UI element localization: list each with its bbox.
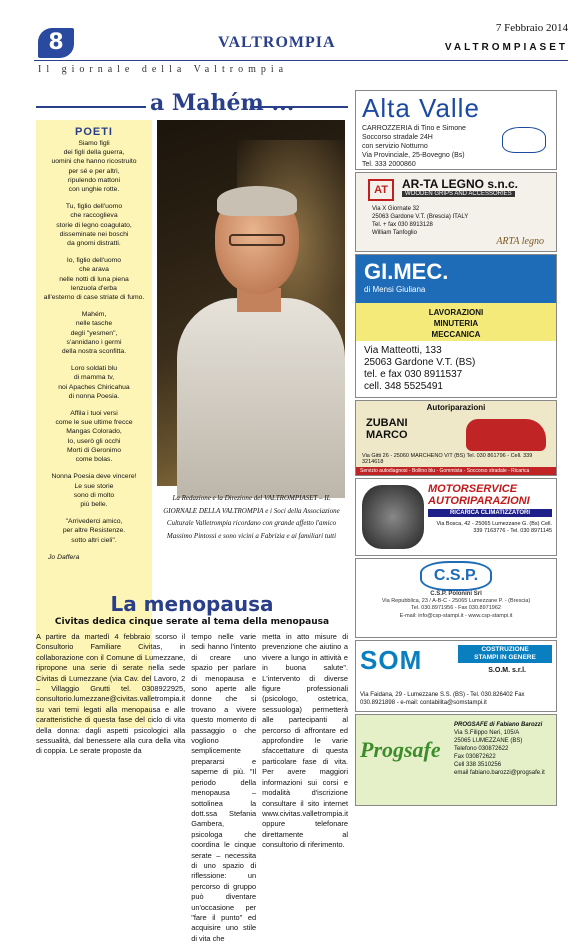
page-number: 8 [38,28,74,58]
arta-logo-icon: AT [368,179,394,201]
ad-som-name: S.O.M. s.r.l. [488,667,526,674]
ad-zubani-name: ZUBANI MARCO [366,417,408,441]
ad-arta-address-line: 25063 Gardone V.T. (Brescia) ITALY [372,214,469,220]
ad-gimec-band [356,255,556,303]
brand-right: VALTROMPIASET [444,42,568,53]
photo-hair [217,186,297,216]
article-subtitle: Civitas dedica cinque serate al tema della menopausa [54,617,330,627]
ad-csp-line: E-mail: info@csp-stampi.it - www.csp-stampi.it [399,612,513,619]
article-title-menopausa: La menopausa [110,592,274,616]
title-rule-left [36,106,146,108]
article-title: a Mahém ... [150,90,295,116]
poem-stanza: Mahém, nelle tasche degli "yesmen", s'annidano i germi della nostra sconfitta. [61,311,127,356]
som-logo-icon: SOM [360,645,423,675]
photo-shirt [177,298,345,498]
article-column-3: metta in atto misure di prevenzione che aiutino a vivere a lungo in attività e in buona salute". L'intervento di diverse figure professionali (psicologo, ostetrica, sessuologa) permetterà alle partecipanti al percorso di affrontare ed approfondire le varie sfaccettature di questa particolare fase di vita. Per avere maggiori informazioni sui corsi e modalità d'iscrizione consultare il sito internet www.civitas.valletrompia.it oppure telefonare direttamente al consultorio di riferimento. [262,632,348,850]
ad-progsafe-line: email fabiano.barozzi@progsafe.it [454,770,545,776]
article-column-1: A partire da martedì 4 febbraio scorso il Consultorio Familiare Civitas, in collaborazione con il Comune di Lumezzane, ripropone una serie di serate nella sede Civitas di Lumezzane (via Cav. del Lavoro, 2 – Villaggio Gnutti tel. 0308922925, consultorio.lumezzane@civitas.valletrompia.it su vari temi legati alla menopausa e alle caratteristiche di questa fase del ciclo di vita della donna: dagli aspetti psicologici alla sessualità, dal benessere alla cura della vita di coppia. Le serate proposte da [36,632,186,756]
ad-progsafe-title: PROGSAFE di Fabiano Barozzi [454,722,543,728]
poem-stanza: Tu, figlio dell'uomo che raccoglieva storie di legno coagulato, disseminate nei boschi da gnomi distratti. [56,203,132,248]
portrait-photo [157,120,345,486]
ad-motorservice[interactable] [355,478,557,556]
ad-som-head: COSTRUZIONE STAMPI IN GENERE [458,645,552,663]
ad-som[interactable] [355,640,557,712]
poem-stanza: Siamo figli dei figli della guerra, uomini che hanno ricostruito per sé e per altri, ripulendo mattoni con unghie rotte. [51,140,137,194]
car-icon [502,127,546,153]
poem-title: POETI [74,126,113,138]
ad-arta-legno[interactable] [355,172,557,252]
ad-alta-valle[interactable] [355,90,557,170]
article-body [36,632,348,943]
newspaper-subtitle: Il giornale della Valtrompia [38,64,289,75]
ad-csp-line: Tel. 030.8971956 - Fax 030.8971962 [411,605,501,612]
ad-alta-valle-line: Tel. 333 2000860 [362,161,416,168]
ad-zubani-address: Via Gitti 26 - 25060 MARCHENO V/T (BS) Tel. 030 861796 - Cell. 339 3214618 [362,453,533,465]
ad-csp-lines [356,591,556,620]
poem-stanza: Affila i tuoi versi come le sue ultime frecce Mangas Colorado, Io, userò gli occhi Morti di Geronimo come bolas. [55,410,133,464]
ad-gimec-address-line: tel. e fax 030 8911537 [364,369,463,380]
progsafe-logo-icon: Progsafe [360,737,441,762]
ad-gimec-name: GI.MEC. [364,259,449,284]
poem-stanza: Loro soldati blu di mamma tv, noi Apaches Chiricahua di nonna Poesia. [58,365,130,400]
ad-motorservice-address: Via Bosca, 42 - 25065 Lumezzane G. (Bs) Cell. 339 7163776 - Tel. 030 8971145 [436,521,552,534]
ad-arta-name: AR-TA LEGNO s.n.c. [402,177,519,191]
ad-gimec-address [356,341,556,397]
ad-gimec-address-line: Via Matteotti, 133 [364,345,442,356]
ad-zubani-strip: Servizio autodiagnosi - Bollino blu - Gommista - Soccorso stradale - Ricarica [356,467,556,475]
ad-progsafe-line: Telefono 030872622 [454,746,509,752]
ad-arta-script: ARTA legno [496,236,544,247]
ad-progsafe-line: Cell 338 3510256 [454,762,502,768]
ad-progsafe-line: 25065 LUMEZZANE (BS) [454,738,523,744]
ad-motorservice-head: MOTORSERVICE AUTORIPARAZIONI [428,483,530,507]
ad-gimec-address-line: 25063 Gardone V.T. (BS) [364,357,476,368]
ad-alta-valle-line: Via Provinciale, 25-Bovegno (Bs) [362,152,465,159]
ad-arta-address [372,205,468,237]
ad-arta-address-line: Via X Giornate 32 [372,206,420,212]
ad-progsafe[interactable] [355,714,557,806]
ad-csp[interactable] [355,558,557,638]
ad-zubani[interactable] [355,400,557,476]
ad-gimec-service: MECCANICA [431,330,481,339]
ad-alta-valle-line: CARROZZERIA di Tino e Simone [362,125,466,132]
poem-stanza: Io, figlio dell'uomo che arava nelle notti di luna piena lenzuola d'erba all'esterno di case striate di fumo. [43,257,145,302]
ad-csp-line: Via Repubblica, 23 / A-B-C - 25065 Lumezzane P. - (Brescia) [381,598,531,605]
poem-stanzas [38,139,150,545]
ad-csp-line: C.S.P. Polonini Srl [430,591,482,597]
poem-stanza: "Arrivederci amico, per altre Resistenze. sotto altri cieli". [62,518,126,544]
ad-progsafe-line: Via S.Filippo Neri, 105/A [454,730,520,736]
ad-arta-tag: WOODEN GRIPS AND ACCESSORIES [402,191,515,197]
ad-gimec[interactable] [355,254,557,398]
ad-alta-valle-name: Alta Valle [362,93,480,123]
car-wheel-icon [362,485,424,549]
ad-arta-address-line: Tel. + fax 030 8913128 [372,222,433,228]
ad-gimec-service: LAVORAZIONI [428,308,484,317]
csp-logo-icon: C.S.P. [420,561,492,591]
article-column-2: tempo nelle varie sedi hanno l'intento di creare uno spazio per parlare di menopausa e sono aperte alle donne che si trovano a vivere questo momento di passaggio o che vogliono semplicemente prepararsi e saperne di più. "Il periodo della menopausa – sottolinea la dott.ssa Stefania Gambera, psicologa che coordina le cinque serate – necessita di uno spazio di riflessione: un percorso di gruppo può diventare un'occasione per "fare il punto" ed acquisire uno stile di vita che [191,632,257,943]
ad-zubani-top: Autoriparazioni [426,403,486,412]
ad-progsafe-info [454,721,550,777]
ad-gimec-services [356,303,556,341]
photo-caption: La Redazione e la Direzione del VALTROMPIASET – IL GIORNALE DELLA VALTROMPIA e i Soci della Associazione Culturale Valletrompia ricordano con grande affetto l'amico Massimo Pintossi e sono vicini a Fabrizia e ai familiari tutti [163,494,340,540]
issue-date: 7 Febbraio 2014 [495,22,568,34]
ad-som-address: Via Faidana, 29 - Lumezzane S.S. (BS) - Tel. 030.826402 Fax 030.8921898 - e-mail: contabilita@somstampi.it [360,692,525,706]
poem-author: Jo Daffera [48,553,80,561]
newspaper-brand: VALTROMPIA [218,34,336,51]
ad-gimec-service: MINUTERIA [433,319,479,328]
ad-arta-address-line: William Tanfoglio [372,230,417,236]
ad-motorservice-ricarica: RICARICA CLIMATIZZATORI [428,509,552,517]
ad-gimec-address-line: cell. 348 5525491 [364,381,443,392]
ad-progsafe-line: Fax 030872622 [454,754,496,760]
sports-car-icon [466,419,546,451]
ad-alta-valle-line: con servizio Notturno [362,143,428,150]
ad-alta-valle-line: Soccorso stradale 24H [362,134,433,141]
title-rule-right [250,106,348,108]
header-divider [34,60,568,61]
poem-stanza: Nonna Poesia deve vincere! Le sue storie sono di molto più belle. [51,473,137,508]
photo-glasses [229,234,285,246]
ad-gimec-sub: di Mensi Giuliana [364,285,426,294]
